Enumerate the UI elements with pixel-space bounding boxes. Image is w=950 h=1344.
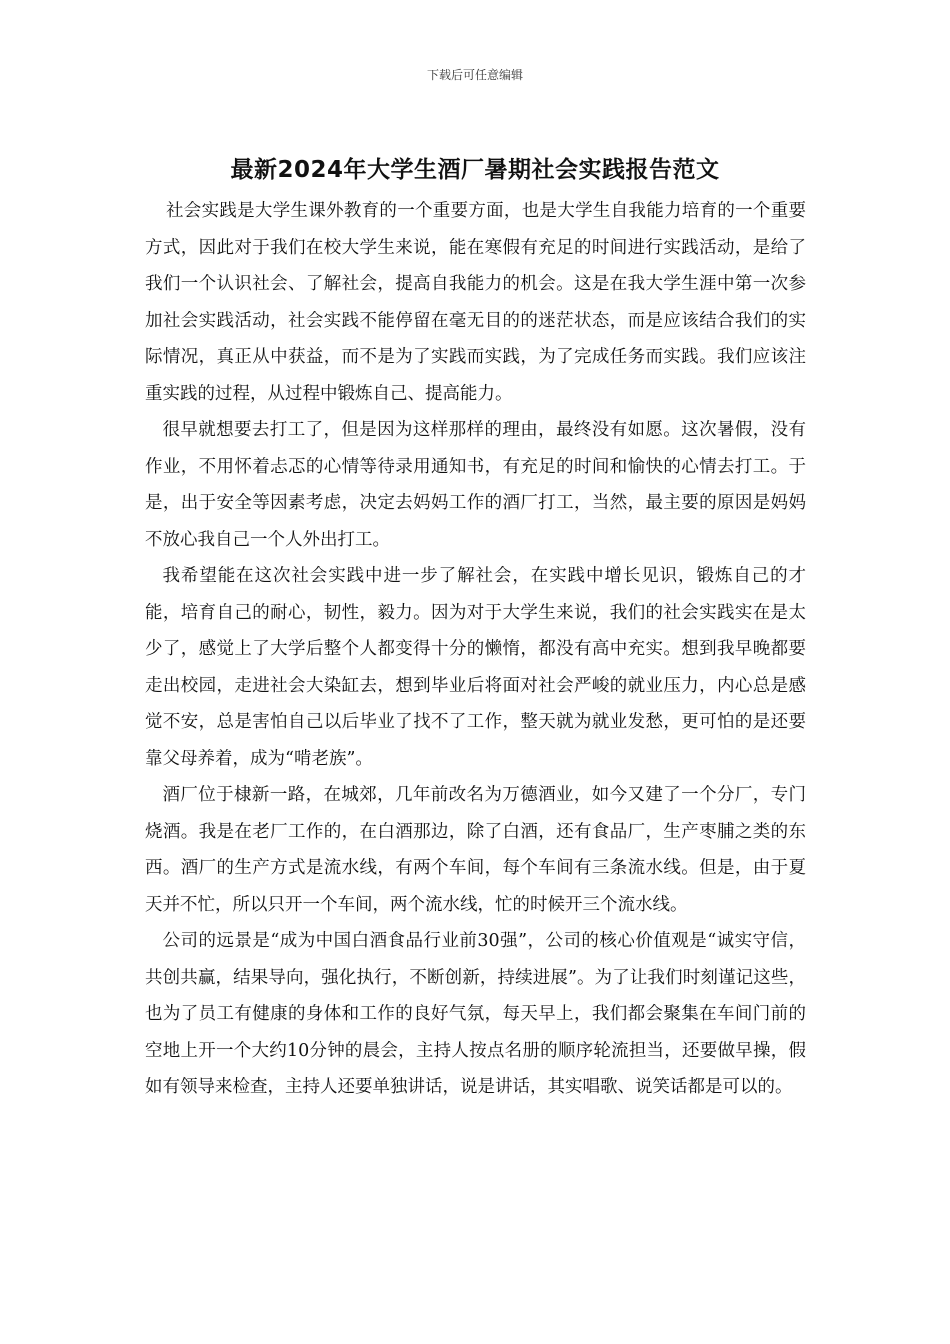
paragraph: 社会实践是大学生课外教育的一个重要方面，也是大学生自我能力培育的一个重要方式，因此对于我们在校大学生来说，能在寒假有充足的时间进行实践活动，是给了我们一个认识社会、了解社会，提高自我能力的机会。这是在我大学生涯中第一次参加社会实践活动，社会实践不能停留在毫无目的的迷茫状态，而是应该结合我们的实际情况，真正从中获益，而不是为了实践而实践，为了完成任务而实践。我们应该注重实践的过程，从过程中锻炼自己、提高能力。: [145, 201, 806, 404]
paragraph: 我希望能在这次社会实践中进一步了解社会，在实践中增长见识，锻炼自己的才能，培育自己的耐心，韧性，毅力。因为对于大学生来说，我们的社会实践实在是太少了，感觉上了大学后整个人都变得十分的懒惰，都没有高中充实。想到我早晚都要走出校园，走进社会大染缸去，想到毕业后将面对社会严峻的就业压力，内心总是感觉不安，总是害怕自己以后毕业了找不了工作，整天就为就业发愁，更可怕的是还要靠父母养着，成为“啃老族”。: [145, 566, 806, 769]
document-body: [145, 193, 806, 1106]
paragraph: 酒厂位于棣新一路，在城郊，几年前改名为万德酒业，如今又建了一个分厂，专门烧酒。我是在老厂工作的，在白酒那边，除了白酒，还有食品厂，生产枣脯之类的东西。酒厂的生产方式是流水线，有两个车间，每个车间有三条流水线。但是，由于夏天并不忙，所以只开一个车间，两个流水线，忙的时候开三个流水线。: [145, 785, 806, 915]
document-title: 最新2024年大学生酒厂暑期社会实践报告范文: [230, 157, 720, 183]
paragraph: 公司的远景是“成为中国白酒食品行业前30强”，公司的核心价值观是“诚实守信，共创共赢，结果导向，强化执行，不断创新，持续进展”。为了让我们时刻谨记这些，也为了员工有健康的身体和工作的良好气氛，每天早上，我们都会聚集在车间门前的空地上开一个大约10分钟的晨会，主持人按点名册的顺序轮流担当，还要做早操，假如有领导来检查，主持人还要单独讲话，说是讲话，其实唱歌、说笑话都是可以的。: [145, 931, 806, 1097]
header-note: 下载后可任意编辑: [426, 68, 523, 82]
paragraph: 很早就想要去打工了，但是因为这样那样的理由，最终没有如愿。这次暑假，没有作业，不用怀着忐忑的心情等待录用通知书，有充足的时间和愉快的心情去打工。于是，出于安全等因素考虑，决定去妈妈工作的酒厂打工，当然，最主要的原因是妈妈不放心我自己一个人外出打工。: [145, 420, 806, 550]
